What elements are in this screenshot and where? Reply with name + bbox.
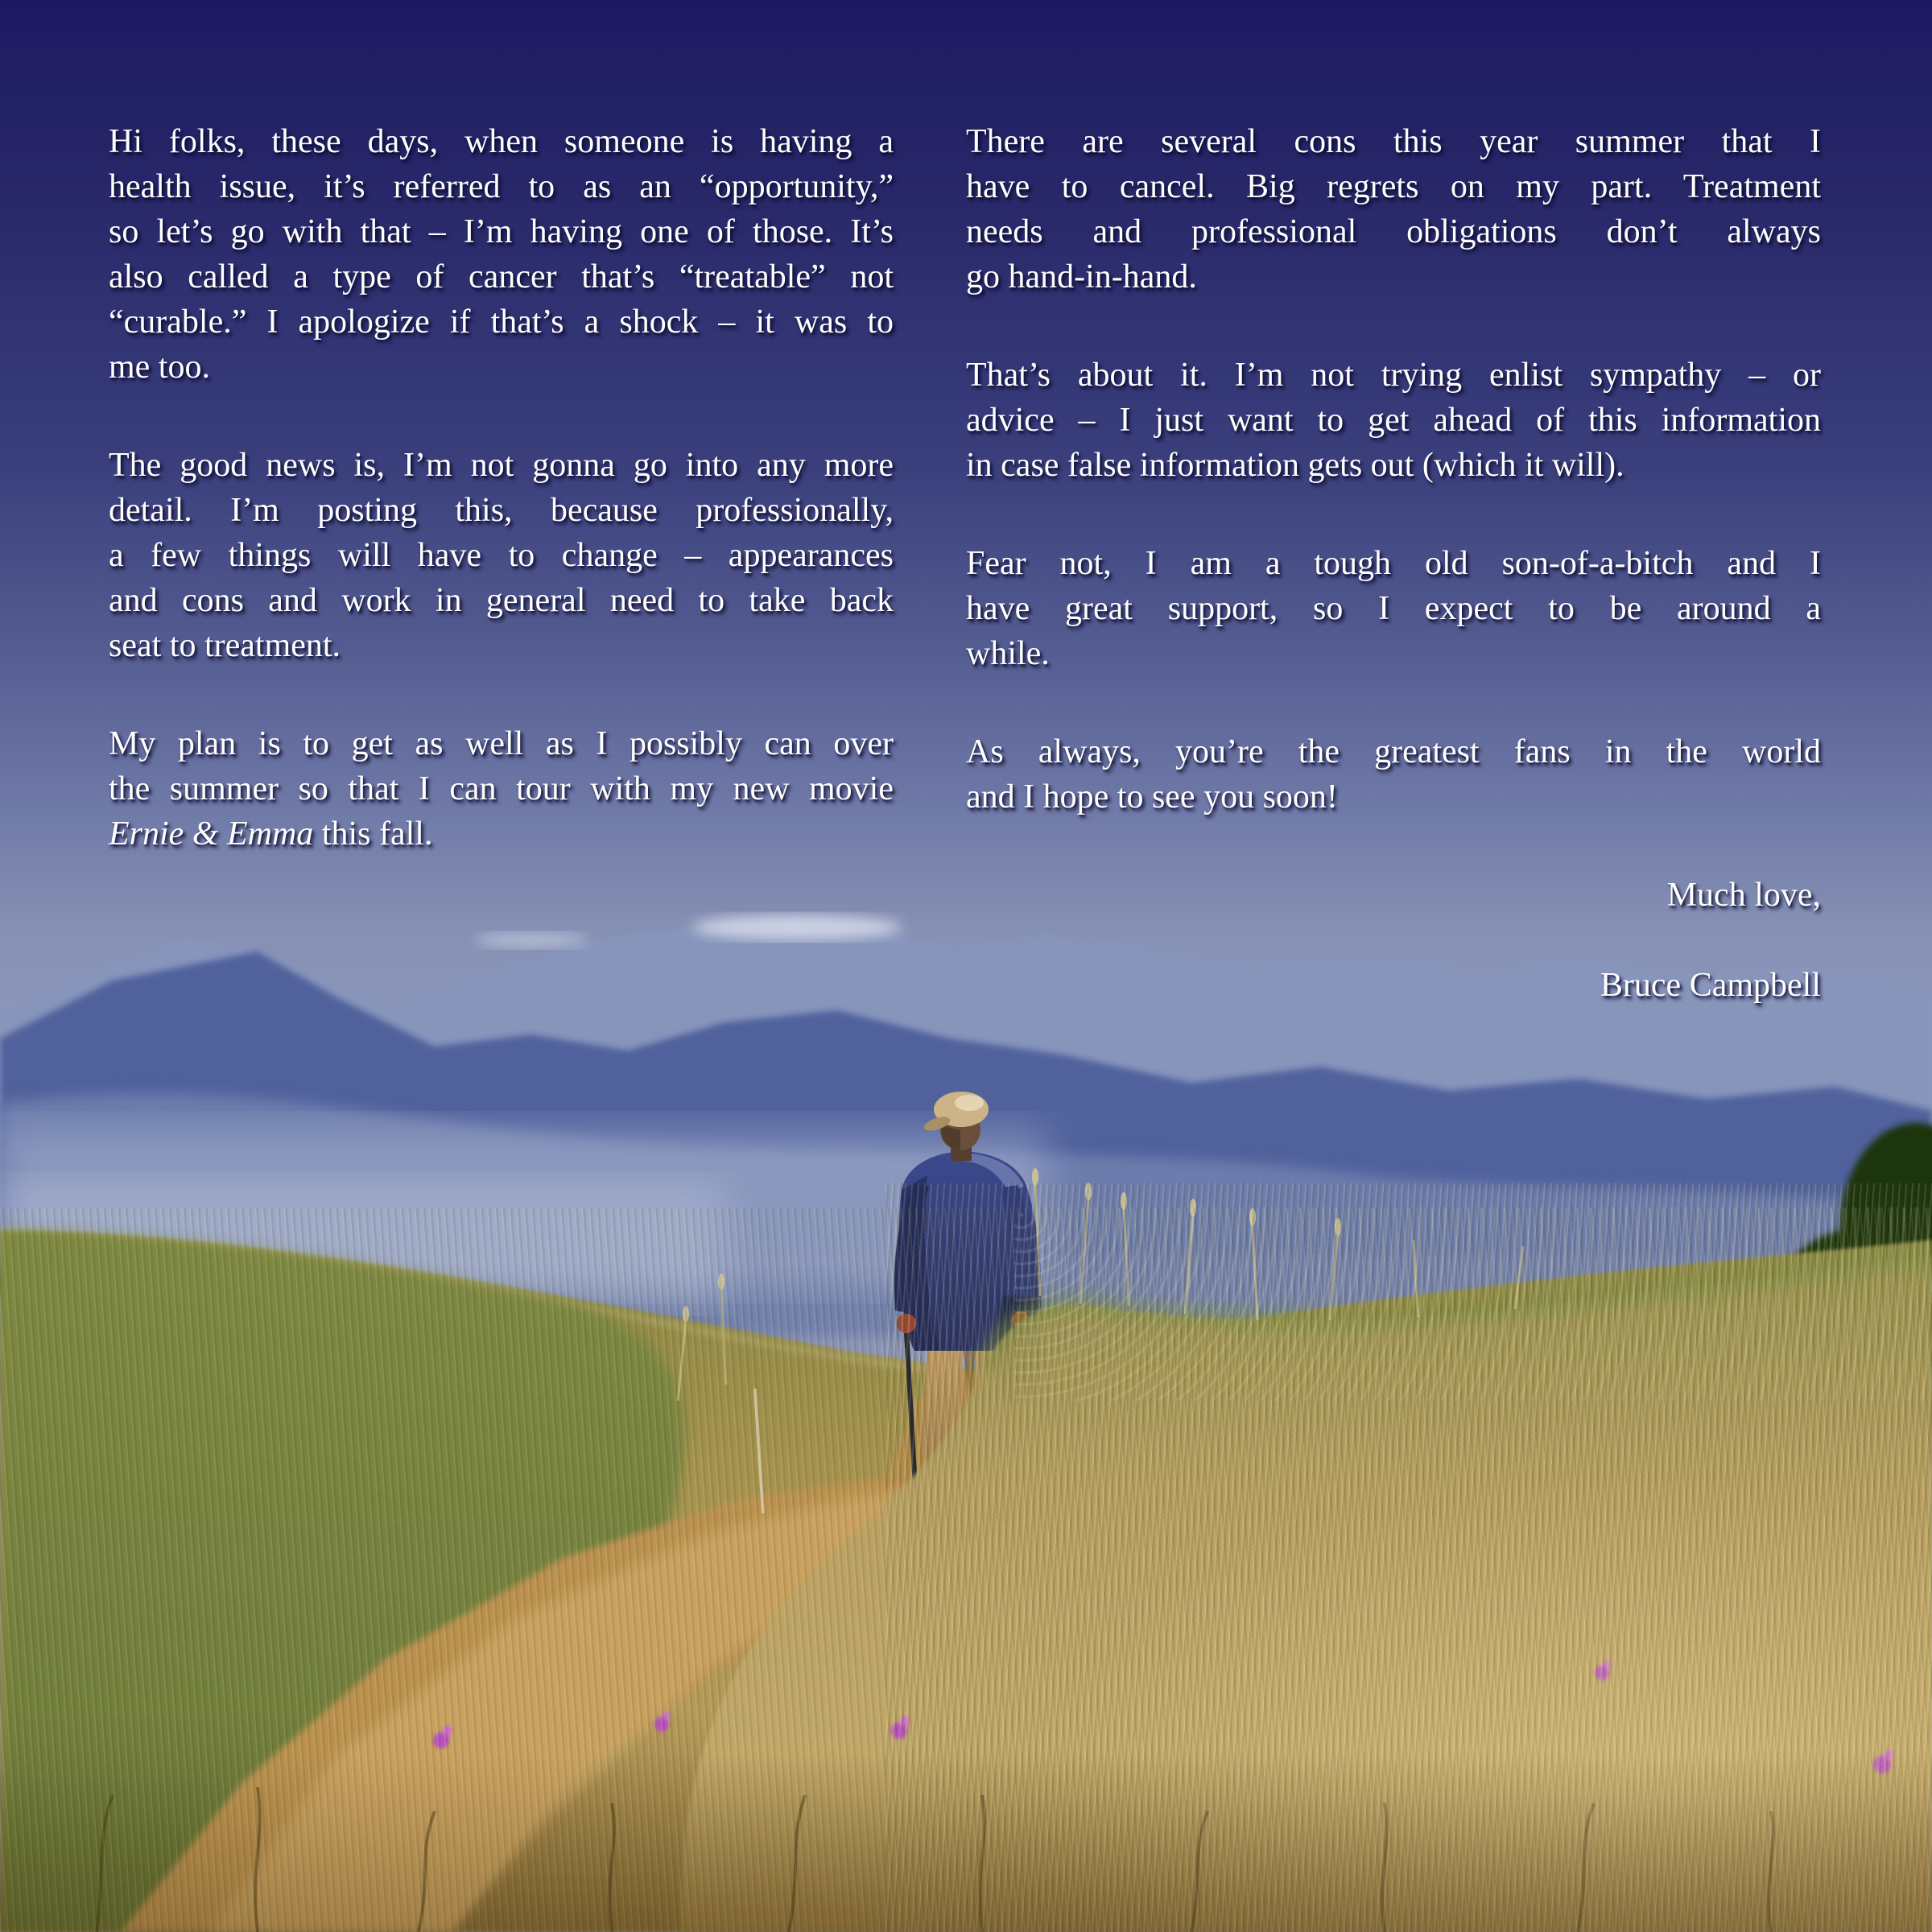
text-line: seat to treatment. (109, 627, 341, 664)
text-line: have to cancel. Big regrets on my part. Treatment (966, 168, 1821, 205)
text-line: The good news is, I’m not gonna go into any more (109, 447, 894, 484)
text-line: so let’s go with that – I’m having one of those. It’s (109, 213, 894, 250)
text-line: go hand-in-hand. (966, 258, 1197, 295)
paragraph-health-news (109, 119, 894, 390)
text-line: As always, you’re the greatest fans in the world (966, 733, 1821, 770)
paragraph-plan (109, 721, 894, 857)
text-line: while. (966, 635, 1050, 672)
paragraph-greatest-fans (966, 729, 1821, 819)
text-line: My plan is to get as well as I possibly can over (109, 725, 894, 762)
text-line: in case false information gets out (which it will). (966, 447, 1624, 484)
text-line: That’s about it. I’m not trying enlist sympathy – or (966, 357, 1821, 394)
paragraph-fear-not (966, 541, 1821, 676)
text-line: and I hope to see you soon! (966, 778, 1338, 815)
text-line: health issue, it’s referred to as an “opportunity,” (109, 168, 894, 205)
text-line: Hi folks, these days, when someone is having a (109, 123, 894, 160)
letter-right-column (966, 119, 1821, 1008)
valediction: Much love, (1666, 877, 1821, 914)
signature: Bruce Campbell (1600, 967, 1821, 1004)
text-line: advice – I just want to get ahead of this information (966, 402, 1821, 439)
text-line: me too. (109, 349, 210, 386)
text-line: also called a type of cancer that’s “treatable” not (109, 258, 894, 295)
text-line: “curable.” I apologize if that’s a shock – it was to (109, 303, 894, 341)
text-line: a few things will have to change – appearances (109, 537, 894, 574)
paragraph-thats-about-it (966, 353, 1821, 488)
paragraph-cons (966, 119, 1821, 299)
text-line: needs and professional obligations don’t always (966, 213, 1821, 250)
letter-left-column (109, 119, 894, 910)
text-line: detail. I’m posting this, because professionally, (109, 492, 894, 529)
text-line: Ernie & Emma this fall. (109, 815, 433, 852)
text-line: There are several cons this year summer that I (966, 123, 1821, 160)
paragraph-good-news (109, 443, 894, 668)
text-line: and cons and work in general need to take back (109, 582, 894, 619)
text-line: Fear not, I am a tough old son-of-a-bitch and I (966, 545, 1821, 582)
text-line: the summer so that I can tour with my new movie (109, 770, 894, 807)
text-line: have great support, so I expect to be around a (966, 590, 1821, 627)
